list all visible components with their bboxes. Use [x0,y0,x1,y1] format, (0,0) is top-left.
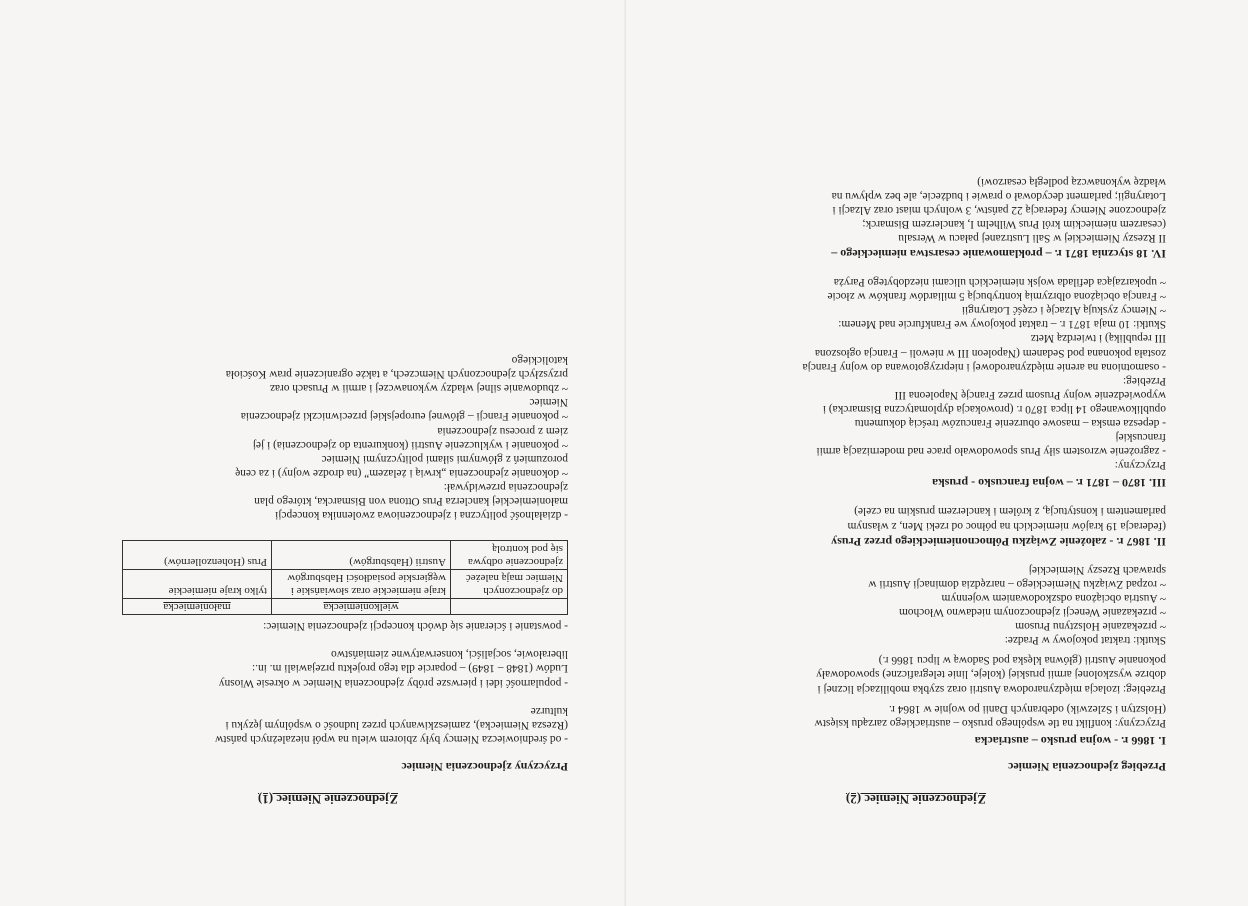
paragraph-4 [88,353,568,522]
section-1-body [666,563,1166,730]
text-line: władzę wykonawczą podległą cesarzowi) [977,175,1166,188]
text-line: sprawach Rzeszy Niemieckiej [1028,563,1166,576]
text-line: ~ Francja obciążona olbrzymią kontrybucją 5 miliardów franków w złocie [827,290,1166,303]
text-line: III republiką) i twierdzą Metz [1030,332,1166,345]
table-header-cell: małoniemiecka [123,599,272,615]
table-header-row [123,599,568,615]
text-line: - depesza emska – masowe oburzenie Francuzów treścią dokumentu [854,417,1166,430]
section-3-title: III. 1870 – 1871 r. – wojna francusko - pruska [932,476,1166,491]
page-1-title: Zjednoczenie Niemiec (1) [257,792,399,807]
text-line: (Holsztyn i Szlezwik) odebranych Danii po wojnie w 1864 r. [888,702,1166,715]
paragraph-1 [88,704,568,746]
text-line: dobrze wyszkolonej armii pruskiej (koleje, linie telegraficzne) spowodowały [816,668,1166,681]
text-line: (cesarzem niemieckim król Prus Wilhelm I, kanclerzem Bismarck; [862,217,1166,230]
text-line: ziem z procesu zjednoczenia [437,424,568,437]
page-2-title: Zjednoczenie Niemiec (2) [845,792,987,807]
text-line: katolickiego [511,354,568,367]
paragraph-3: - powstanie i ścieranie się dwóch koncepcji zjednoczenia Niemiec: [263,620,568,633]
text-line: zjednoczenia przewidywał: [443,480,568,493]
text-line: - działalność polityczna i zjednoczeniowa zwolennika koncepcji [275,509,568,522]
text-line: Przyczyny: [1114,459,1166,472]
table-header-cell [451,599,568,615]
text-line: została pokonana pod Sedanem (Napoleon III w niewoli – Francja ogłoszona [814,346,1166,359]
section-4-title: IV. 18 stycznia 1871 r. – proklamowanie cesarstwa niemieckiego – [831,247,1166,261]
text-line: Skutki: traktat pokojowy w Pradze: [1004,634,1166,647]
text-line: wypowiedzenie wojny Prusom przez Francję Napoleona III [894,388,1166,401]
text-line: - zagrożenie wzrostem siły Prus spowodowało prace nad modernizacją armii [816,445,1166,458]
text-line: Przebieg: [1122,374,1166,387]
table-row [123,541,568,570]
text-line: ~ zbudowanie silnej władzy wykonawczej i armii w Prusach oraz [269,382,568,395]
table-header-cell: wielkoniemiecka [272,599,451,615]
text-line: ~ Austria obciążona odszkodowaniem wojennym [941,591,1166,604]
section-2-body [666,504,1166,532]
text-line: małoniemieckiej kanclerza Prus Ottona von Bismarcka, którego plan [254,495,568,508]
page-2-heading: Przebieg zjednoczenia Niemiec [1008,759,1166,774]
text-line: Niemiec [529,396,568,409]
text-line: (federacja 19 krajów niemieckich na północ od rzeki Men, z własnym [847,519,1166,532]
text-line: opublikowanego 14 lipca 1870 r. (prowokacja dyplomatyczna Bismarcka) i [822,402,1166,415]
text-line: Przebieg: izolacja międzynarodowa Austrii oraz szybka mobilizacja licznej i [817,682,1166,695]
text-line: Skutki: 10 maja 1871 r. – traktat pokojowy we Frankfurcie nad Menem: [838,318,1166,331]
table-cell: tylko kraje niemieckie [123,570,272,599]
text-line: ~ Niemcy zyskują Alzację i część Lotaryngii [961,304,1166,317]
text-line: ~ rozpad Związku Niemieckiego – narzędzia dominacji Austrii w [868,577,1166,590]
text-line: porozumień z głównymi siłami politycznymi Niemiec [321,452,568,465]
text-line: pokonanie Austrii (główna klęska pod Sadową w lipcu 1866 r.) [878,654,1166,667]
text-line: ~ dokonanie zjednoczenia „krwią i żelazem” (na drodze wojny) i za cenę [235,466,568,479]
comparison-table [122,540,568,615]
table-cell: Austrii (Habsburgów) [272,541,451,570]
text-line: francuskiej [1115,431,1166,444]
table-cell: kraje niemieckie oraz słowiańskie i węgierskie posiadłości Habsburgów [272,570,451,599]
text-line: ~ pokonanie Francji – głównej europejskiej przeciwniczki zjednoczenia [240,410,568,423]
section-1-title: I. 1866 r. - wojna prusko – austriacka [974,733,1166,748]
text-line: ~ pokonanie i wykluczenie Austrii (konkurenta do zjednoczenia) i jej [252,438,568,451]
paragraph-2 [88,647,568,689]
text-line: Przyczyny: konflikt na tle wspólnego prusko – austriackiego zarządu księstw [814,716,1166,729]
text-line: Ludów (1848 – 1849) – poparcie dla tego projektu przejawiali m. in.: [251,662,568,675]
text-line: - osamotniona na arenie międzynarodowej i nieprzygotowana do wojny Francja [802,360,1166,373]
text-line: (Rzesza Niemiecka), zamieszkiwanych przez ludność o wspólnym języku i [225,718,568,731]
page-1-heading: Przyczyny zjednoczenia Niemiec [401,759,568,774]
page-2 [666,174,1166,806]
text-line: przyszłych zjednoczonych Niemczech, a także ograniczenie praw Kościoła [225,368,568,381]
section-3-body [666,275,1166,472]
section-4-body [666,174,1166,244]
page-1 [88,353,568,806]
text-line: zjednoczone Niemcy federacją 22 państw, 3 wolnych miast oraz Alzacji i [832,203,1166,216]
section-2-title: II. 1867 r. - założenie Związku Północnoniemieckiego przez Prusy [831,534,1166,549]
text-line: parlamentem i konstytucją, z królem i kanclerzem pruskim na czele) [854,505,1166,518]
table-cell: do zjednoczonych Niemiec mają należeć [451,570,568,599]
text-line: ~ przekazanie Holsztynu Prusom [1015,620,1166,633]
page-fold [624,0,626,906]
text-line: - od średniowiecza Niemcy były zbiorem wielu na wpół niezależnych państw [215,732,568,745]
text-line: liberałowie, socjaliści, konserwatywne ziemiaństwo [331,648,568,661]
table-cell: Prus (Hohenzollernów) [123,541,272,570]
table-row [123,570,568,599]
text-line: ~ przekazanie Wenecji zjednoczonym niedawno Włochom [898,606,1166,619]
text-line: kulturze [530,704,568,717]
text-line: ~ upokarzająca defilada wojsk niemieckich ulicami niezdobytego Paryża [833,276,1166,289]
text-line: - popularność idei i pierwsze próby zjednoczenia Niemiec w okresie Wiosny [218,676,568,689]
table-cell: zjednoczenie odbywa się pod kontrolą [451,541,568,570]
text-line: II Rzeszy Niemieckiej w Sali Lustrzanej pałacu w Wersalu [898,231,1166,244]
text-line: Lotaryngii; parlament decydował o prawie i budżecie, ale bez wpływu na [831,189,1166,202]
